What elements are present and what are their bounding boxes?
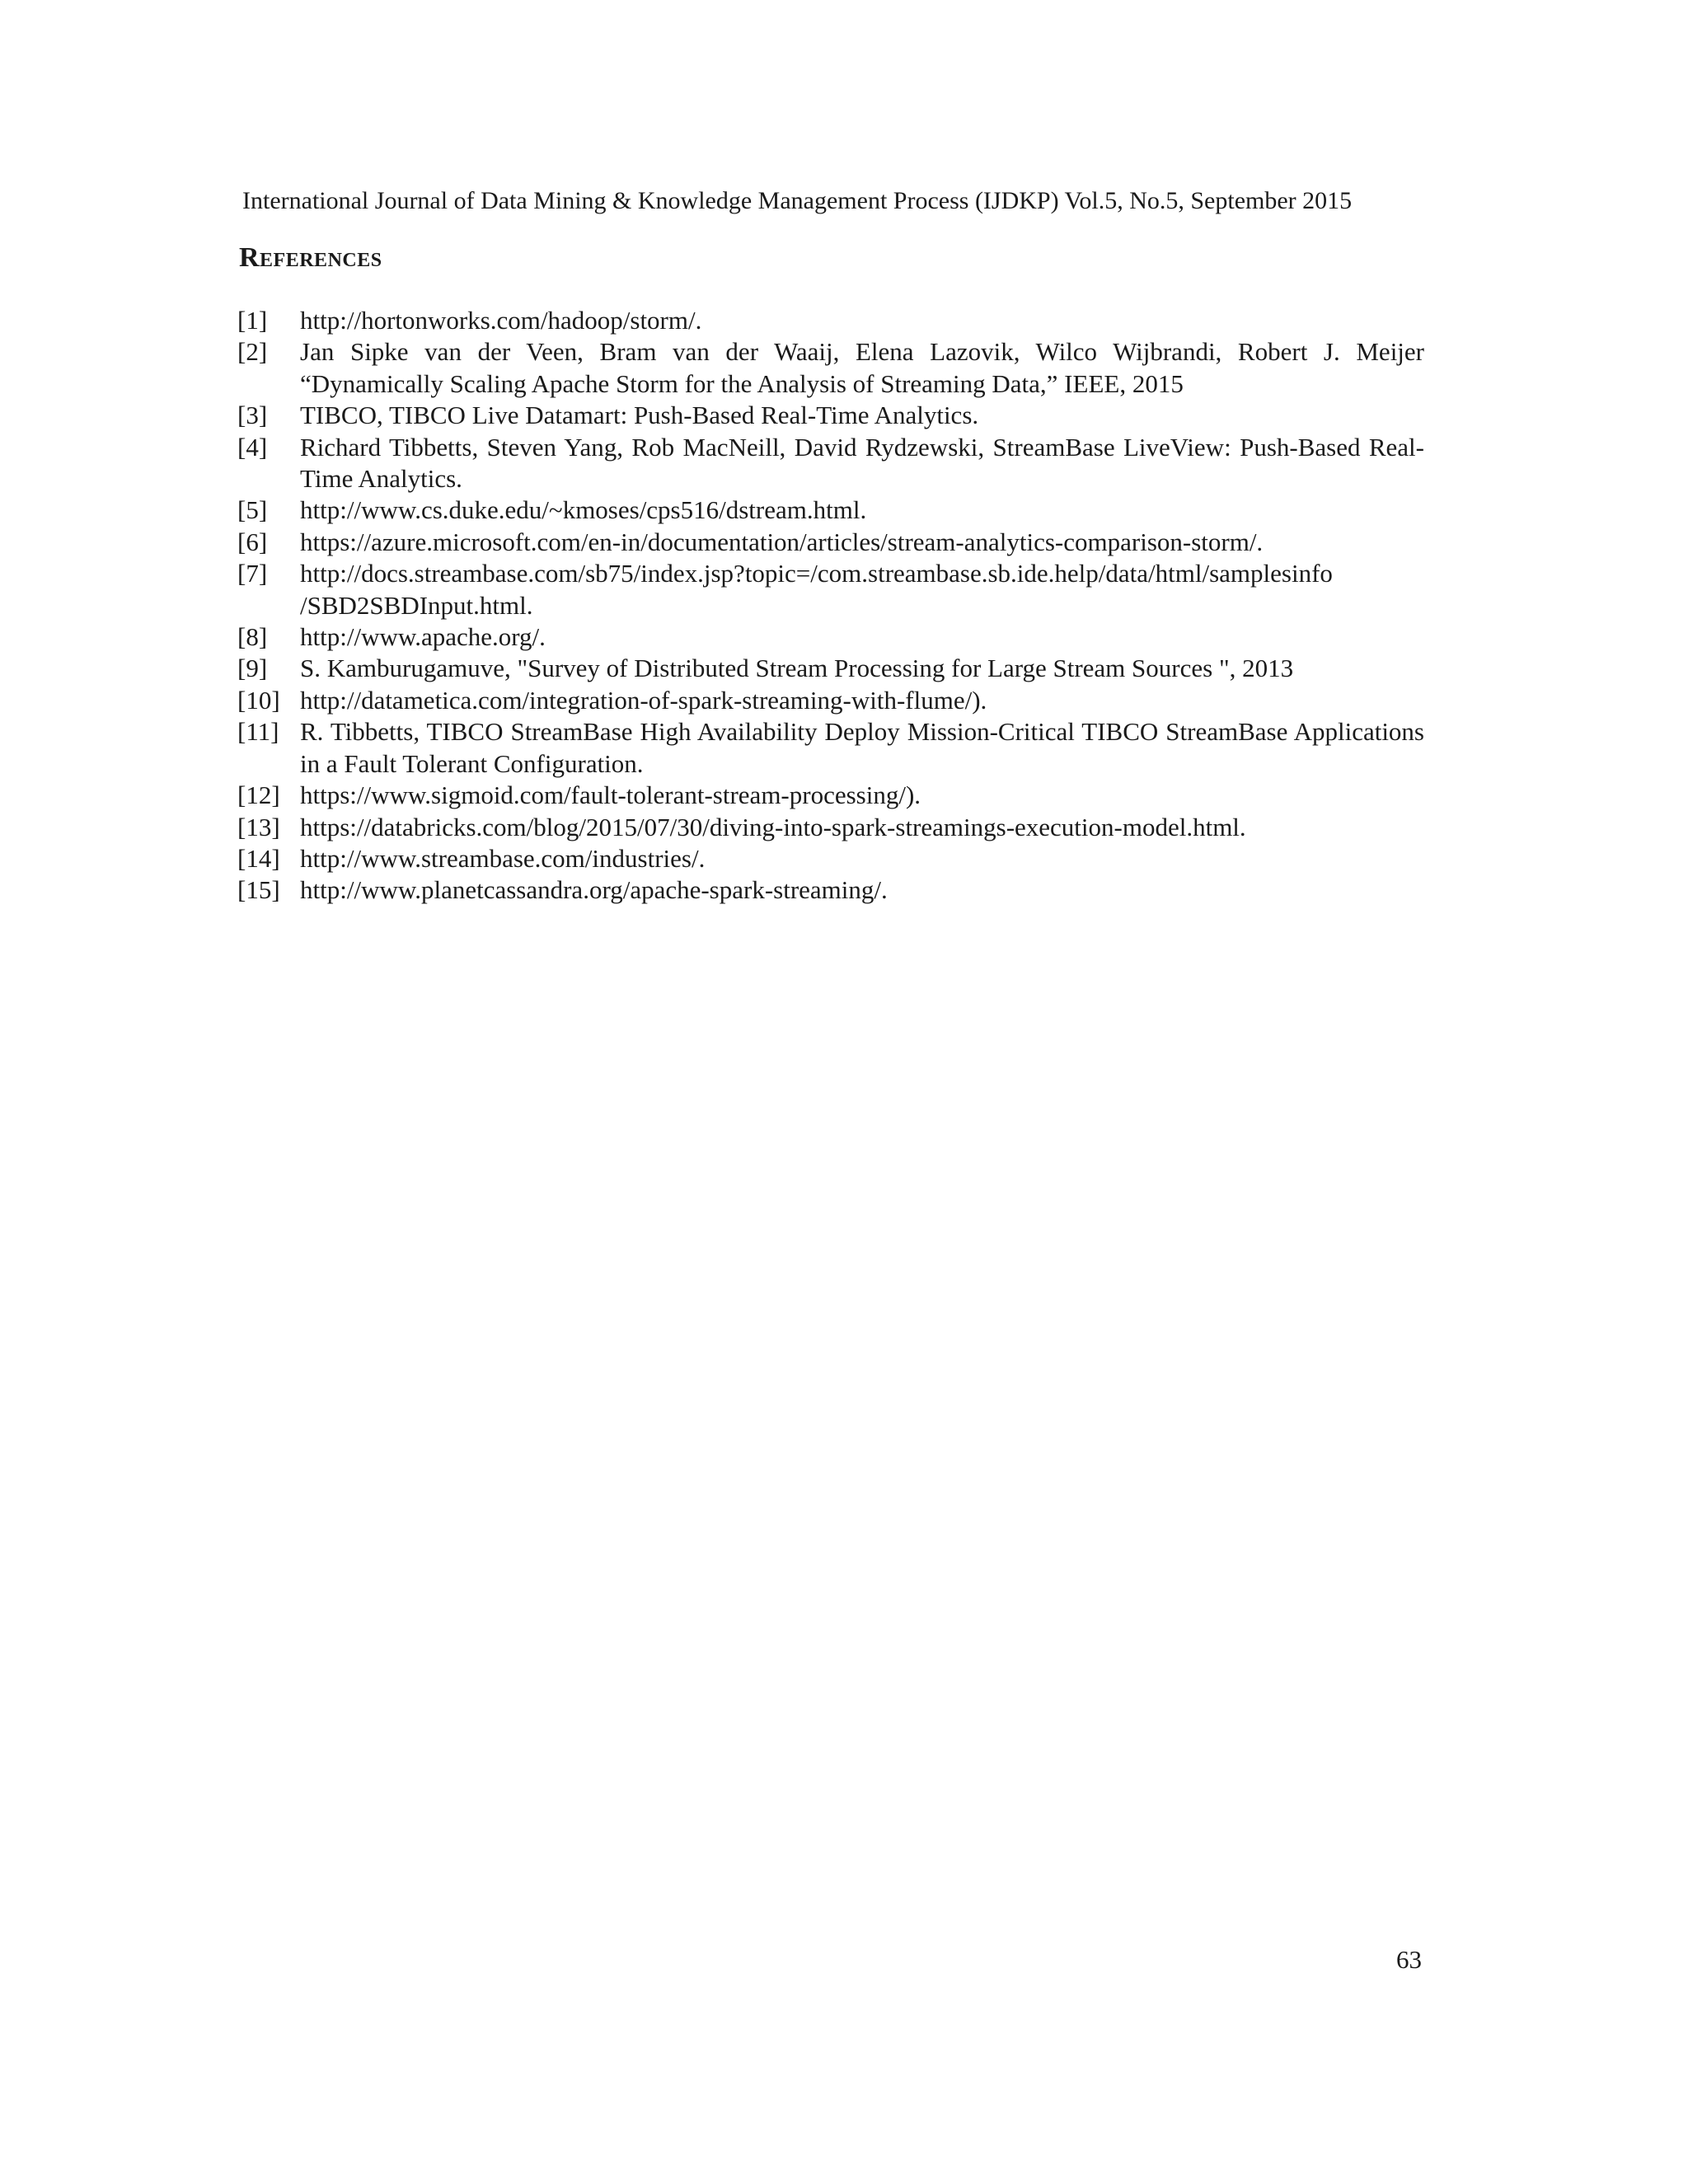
reference-number: [13] [237,812,280,841]
reference-number: [4] [237,432,268,462]
reference-number: [8] [237,622,268,652]
reference-text: https://azure.microsoft.com/en-in/documentation/articles/stream-analytics-comparison-storm/. [300,527,1264,556]
reference-list [237,305,1424,907]
reference-text: TIBCO, TIBCO Live Datamart: Push-Based Real-Time Analytics. [300,401,979,430]
reference-number: [3] [237,401,268,430]
reference-item [237,874,1424,906]
reference-text: http://hortonworks.com/hadoop/storm/. [300,306,702,335]
reference-item [237,780,1424,811]
reference-item [237,812,1424,843]
reference-text: http://www.streambase.com/industries/. [300,843,706,873]
reference-text: Richard Tibbetts, Steven Yang, Rob MacNeill, David Rydzewski, StreamBase LiveView: Push-Based Real-Time Analytics. [300,432,1424,494]
reference-text: http://datametica.com/integration-of-spark-streaming-with-flume/). [300,685,987,715]
reference-item [237,558,1424,621]
reference-item [237,305,1424,336]
page-number: 63 [1396,1945,1422,1974]
reference-item [237,621,1424,653]
reference-number: [1] [237,306,268,335]
section-heading-references: References [239,242,382,273]
running-header: International Journal of Data Mining & Knowledge Management Process (IJDKP) Vol.5, No.5, September 2015 [242,187,1353,214]
reference-text: R. Tibbetts, TIBCO StreamBase High Availability Deploy Mission-Critical TIBCO StreamBase Applications in a Fault Tolerant Configuration. [300,717,1424,778]
reference-text: Jan Sipke van der Veen, Bram van der Waaij, Elena Lazovik, Wilco Wijbrandi, Robert J. Meijer “Dynamically Scaling Apache Storm for the Analysis of Streaming Data,” IEEE, 2015 [300,337,1424,398]
reference-number: [5] [237,495,268,525]
reference-text: http://docs.streambase.com/sb75/index.jsp?topic=/com.streambase.sb.ide.help/data/html/samplesinfo /SBD2SBDInput.html. [300,559,1333,620]
reference-text: S. Kamburugamuve, "Survey of Distributed Stream Processing for Large Stream Sources ", 2013 [300,654,1294,683]
reference-item [237,716,1424,780]
reference-text: https://www.sigmoid.com/fault-tolerant-stream-processing/). [300,780,921,810]
reference-item [237,494,1424,526]
reference-number: [6] [237,527,268,556]
reference-number: [11] [237,717,279,747]
reference-text: https://databricks.com/blog/2015/07/30/diving-into-spark-streamings-execution-model.html. [300,812,1246,841]
reference-number: [14] [237,843,280,873]
reference-item [237,400,1424,431]
reference-item [237,527,1424,558]
reference-text: http://www.cs.duke.edu/~kmoses/cps516/dstream.html. [300,495,867,525]
reference-number: [12] [237,780,280,810]
reference-number: [2] [237,337,268,367]
reference-number: [9] [237,654,268,683]
reference-text: http://www.apache.org/. [300,622,546,652]
reference-number: [7] [237,559,268,588]
reference-item [237,843,1424,874]
reference-number: [15] [237,875,280,905]
reference-item [237,336,1424,400]
reference-text: http://www.planetcassandra.org/apache-spark-streaming/. [300,875,888,905]
reference-item [237,653,1424,684]
reference-item [237,685,1424,716]
reference-item [237,432,1424,495]
reference-number: [10] [237,685,280,715]
